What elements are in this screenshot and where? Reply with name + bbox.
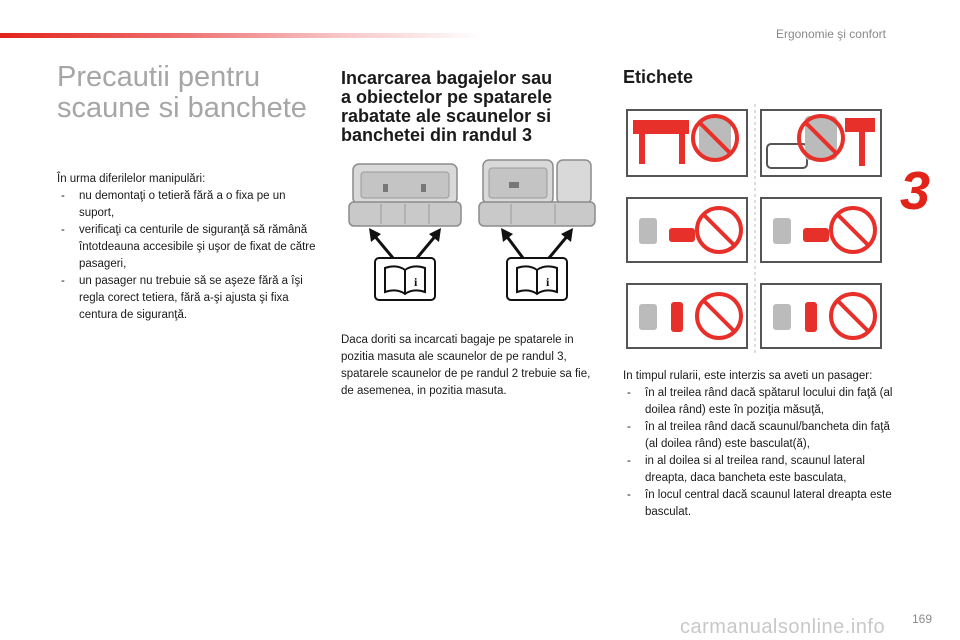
svg-text:i: i (414, 275, 418, 289)
label-no-passenger-tilted-seat (627, 198, 747, 262)
label-no-passenger-folded-seat (627, 284, 747, 348)
list-item: - verificaţi ca centurile de siguranţă să rămână întotdeauna accesibile şi uşor de fixat de către pasageri, (57, 222, 319, 273)
labels-list (623, 385, 893, 521)
heading-line: banchetei din randul 3 (341, 125, 533, 145)
list-item: - în al treilea rând dacă scaunul/bancheta din faţă (al doilea rând) este basculat(ă), (623, 419, 893, 453)
page-title (57, 62, 327, 124)
manual-book-icon (375, 258, 435, 300)
arrow-icon (369, 228, 573, 258)
heading-line: a obiectelor pe spatarele (341, 87, 553, 107)
label-no-passenger-folded-seat-2 (761, 284, 881, 348)
precautions-text (57, 171, 319, 324)
labels-text (623, 368, 893, 521)
label-no-passenger-folded-bench (761, 110, 881, 176)
folded-seats-illustration (341, 154, 603, 304)
seat-bench-right-image (479, 160, 595, 226)
header-accent-bar (0, 33, 480, 38)
page-number: 169 (912, 612, 933, 626)
labels-intro: In timpul rularii, este interzis sa aveti un pasager: (623, 370, 873, 382)
list-item: - un pasager nu trebuie să se aşeze fără a îşi regla corect tetiera, fără a-şi ajusta şi fixa centura de siguranţă. (57, 273, 319, 324)
warning-labels-illustration (623, 104, 885, 354)
list-item: - în al treilea rând dacă spătarul locului din faţă (al doilea rând) este în poziţia măsuţă, (623, 385, 893, 419)
luggage-text: Daca doriti sa incarcati bagaje pe spatarele in pozitia masuta ale scaunelor de pe randul 3, spatarele scaunelor de pe randul 2 trebuie sa fie, de asemenea, in pozitia masuta. (341, 334, 591, 397)
svg-text:i: i (546, 275, 550, 289)
label-no-passenger-seat-table (627, 110, 747, 176)
luggage-heading (341, 69, 591, 145)
section-label: Ergonomie şi confort (775, 27, 886, 41)
seat-bench-left-image (349, 164, 461, 226)
label-no-passenger-tilted-seat-2 (761, 198, 881, 262)
heading-line: Incarcarea bagajelor sau (341, 68, 553, 88)
labels-heading: Etichete (623, 67, 694, 87)
chapter-number: 3 (900, 161, 931, 221)
list-item: - in al doilea si al treilea rand, scaunul lateral dreapta, daca bancheta este basculata, (623, 453, 893, 487)
list-item: - nu demontaţi o tetieră fără a o fixa pe un suport, (57, 188, 319, 222)
watermark: carmanualsonline.info (680, 616, 886, 638)
page-title-line1: Precautii pentru (57, 61, 261, 93)
manual-book-icon (507, 258, 567, 300)
precautions-list (57, 188, 319, 324)
list-item: - în locul central dacă scaunul lateral dreapta este basculat. (623, 487, 893, 521)
page-title-line2: scaune si banchete (57, 92, 307, 124)
heading-line: rabatate ale scaunelor si (341, 106, 552, 126)
precautions-intro: În urma diferilelor manipulări: (57, 173, 206, 185)
